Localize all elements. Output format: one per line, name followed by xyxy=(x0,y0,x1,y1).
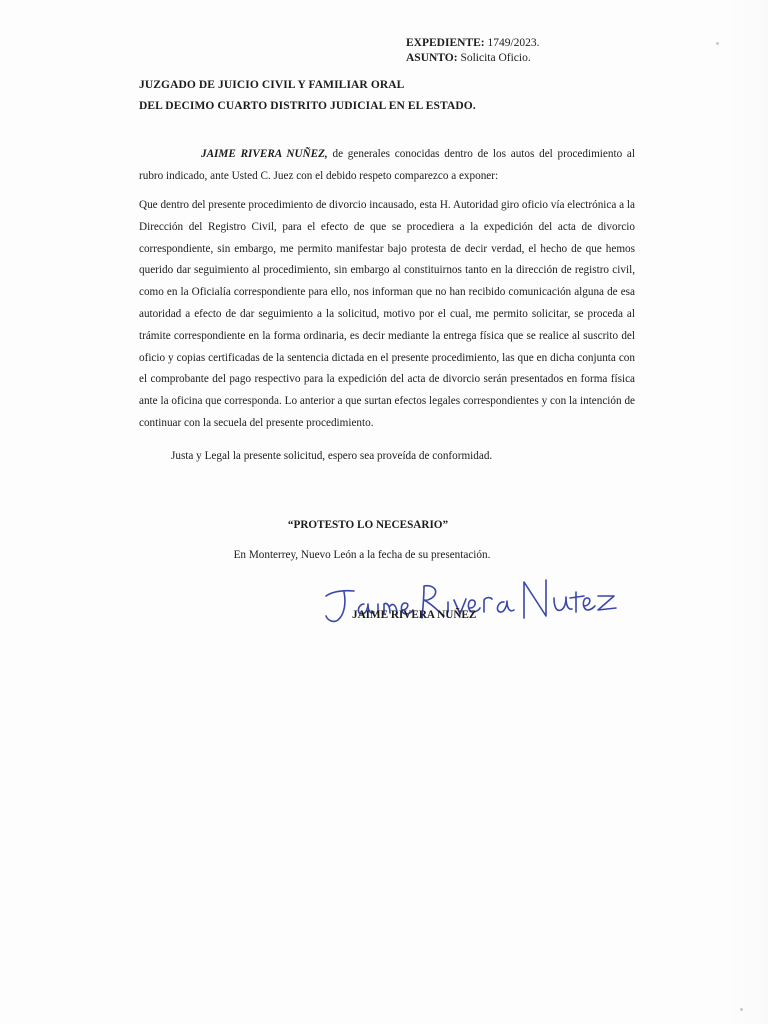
expediente-line xyxy=(406,36,540,50)
intro-paragraph xyxy=(139,144,635,188)
petitioner-name: JAIME RIVERA NUÑEZ, xyxy=(201,148,328,160)
intro-text: de generales conocidas dentro de los autos del procedimiento al rubro indicado, ante Usted C. Juez con el debido respeto comparezco a exponer: xyxy=(139,148,635,182)
closing-paragraph: Justa y Legal la presente solicitud, espero sea proveída de conformidad. xyxy=(171,450,493,462)
asunto-line xyxy=(406,51,531,65)
handwritten-signature xyxy=(318,566,618,636)
asunto-label: ASUNTO: xyxy=(406,52,458,64)
expediente-value: 1749/2023. xyxy=(487,37,540,49)
scan-speck xyxy=(740,1008,743,1011)
scan-speck xyxy=(716,42,719,45)
place-date-line: En Monterrey, Nuevo León a la fecha de su presentación. xyxy=(233,549,491,561)
protesto-heading: “PROTESTO LO NECESARIO” xyxy=(287,519,449,531)
expediente-label: EXPEDIENTE: xyxy=(406,37,485,49)
body-paragraph: Que dentro del presente procedimiento de divorcio incausado, esta H. Autoridad giro oficio vía electrónica a la Dirección del Registro Civil, para el efecto de que se procediera a la expedición del acta de divorcio correspondiente, sin embargo, me permito manifestar bajo protesta de decir verdad, el hecho de que hemos querido dar seguimiento al procedimiento, sin embargo al constituirnos tanto en la dirección de registro civil, como en la Oficialía correspondiente para ello, nos informan que no han recibido comunicación alguna de esa autoridad a efecto de dar seguimiento a la solicitud, motivo por el cual, me permito solicitar, se proceda al trámite correspondiente en la forma ordinaria, es decir mediante la entrega física que se realice al suscrito del oficio y copias certificadas de la sentencia dictada en el presente procedimiento, las que en dicha conjunta con el comprobante del pago respectivo para la expedición del acta de divorcio serán presentados en forma física ante la oficina que corresponda. Lo anterior a que surtan efectos legales correspondientes y con la intención de continuar con la secuela del presente procedimiento. xyxy=(139,199,635,429)
court-name-line-2: DEL DECIMO CUARTO DISTRITO JUDICIAL EN EL ESTADO. xyxy=(139,100,476,112)
signatory-name: JAIME RIVERA NUÑEZ xyxy=(352,609,477,621)
scan-edge-shadow xyxy=(728,0,768,1024)
asunto-value: Solicita Oficio. xyxy=(460,52,531,64)
court-name-line-1: JUZGADO DE JUICIO CIVIL Y FAMILIAR ORAL xyxy=(139,79,405,91)
